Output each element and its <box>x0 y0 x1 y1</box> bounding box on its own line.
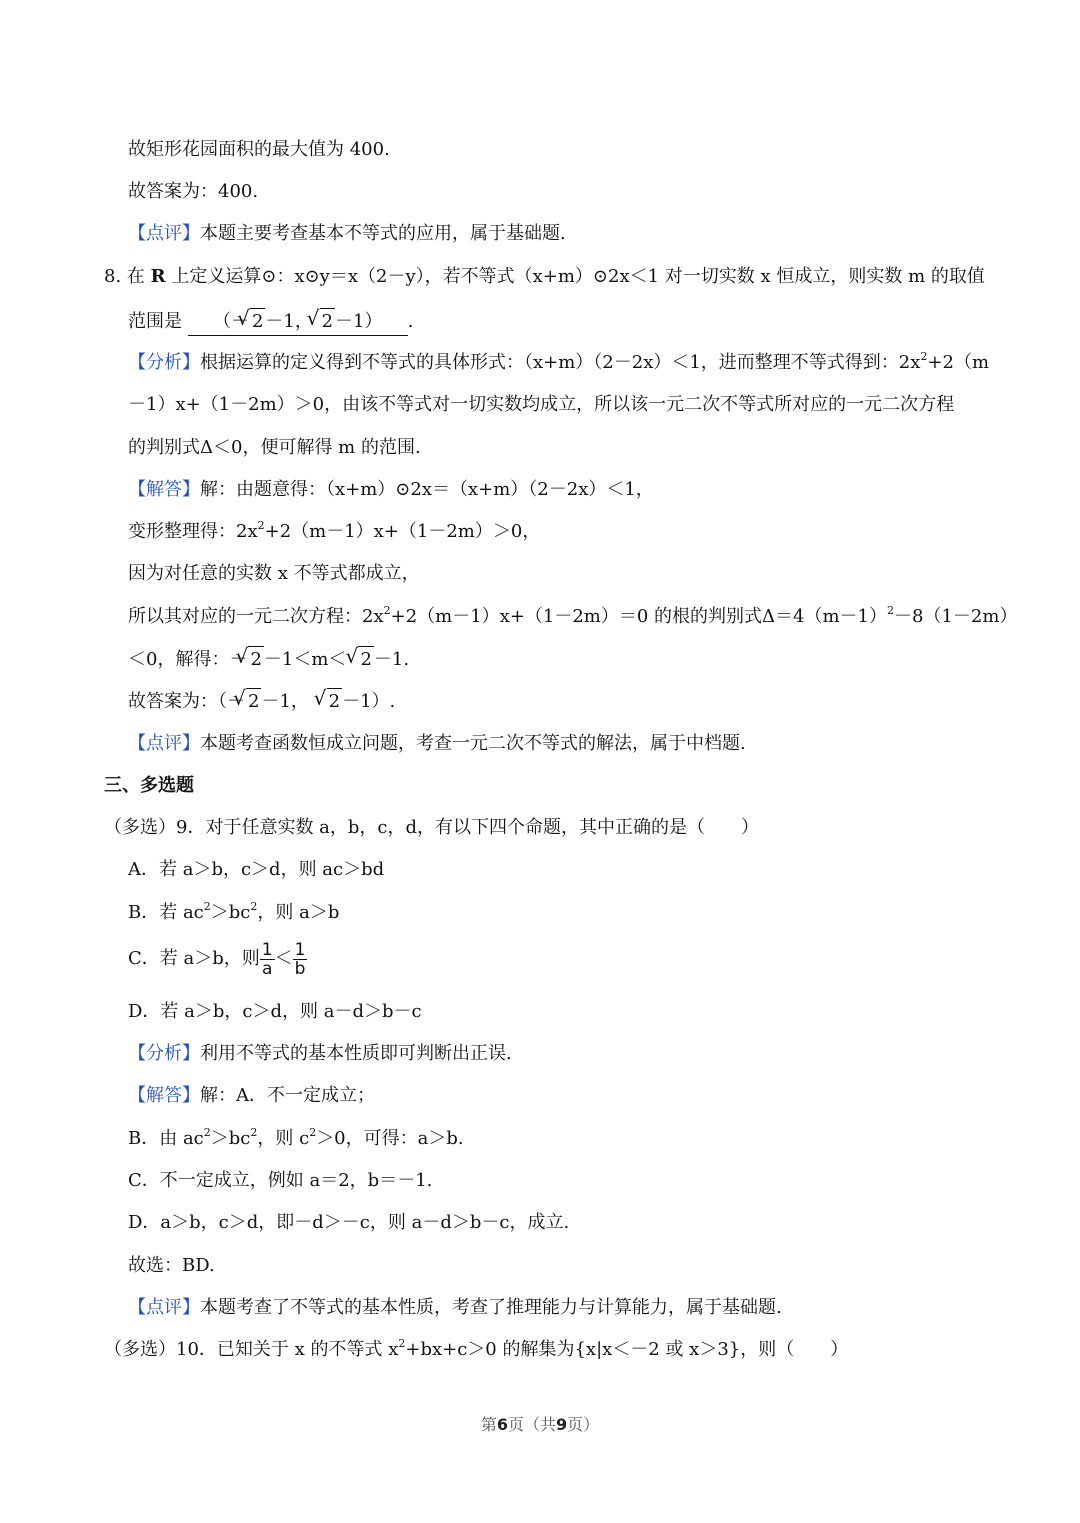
comment-tag: 【点评】 <box>128 1297 200 1318</box>
fraction: $\frac{1}{a}$ <box>261 939 273 979</box>
solution-line: 故选：BD. <box>128 1255 215 1276</box>
solution-line: 因为对任意的实数 x 不等式都成立， <box>128 563 420 584</box>
comment-line: 【点评】本题考查了不等式的基本性质，考查了推理能力与计算能力，属于基础题. <box>128 1297 782 1318</box>
question-8: 8. 在 R 上定义运算⊙：x⊙y＝x（2－y），若不等式（x+m）⊙2x＜1 对一切实数 x 恒成立，则实数 m 的取值 <box>104 266 985 287</box>
total-pages: 9 <box>556 1415 568 1434</box>
solution-line: 所以其对应的一元二次方程：$2x^2+2(m-1)x+(1-2m)=0$ 的根的判别式$\Delta=4(m-1)^2-8(1-2m)$ <box>128 604 1018 627</box>
solution-line: C．不一定成立，例如 a＝2，b＝－1. <box>128 1170 433 1191</box>
analysis-line: －1）x+（1－2m）＞0，由该不等式对一切实数均成立，所以该一元二次不等式所对应的一元二次方程 <box>128 394 955 415</box>
page-number: 6 <box>496 1415 508 1434</box>
solution-line: ＜0，解得：－√ 2 －1＜m＜√ 2 －1. <box>128 646 409 673</box>
page-footer: 第6页（共9页） <box>480 1415 600 1434</box>
option-a: A．若 a＞b，c＞d，则 ac＞bd <box>128 859 385 880</box>
analysis-line: 【分析】根据运算的定义得到不等式的具体形式：（x+m）（2－2x）＜1，进而整理不等式得到：$2x^2+2(m$ <box>128 350 990 373</box>
solution-line: B．由 $ac^2>bc^2$，则 $c^2>0$，可得：a＞b. <box>128 1126 464 1149</box>
solution-line: 【解答】解：A．不一定成立； <box>128 1085 375 1106</box>
analysis-line: 的判别式Δ＜0，便可解得 m 的范围. <box>128 437 421 458</box>
question-10: （多选）10．已知关于 x 的不等式 $x^2+bx+c>0$ 的解集为{x|x＜－2 或 x＞3}，则（ ） <box>104 1337 849 1360</box>
answer-blank: （－√ 2 －1， √ 2 －1） <box>188 308 408 336</box>
solution-tag: 【解答】 <box>128 479 200 500</box>
section-heading: 三、多选题 <box>104 775 194 796</box>
question-9: （多选）9．对于任意实数 a，b，c，d，有以下四个命题，其中正确的是（ ） <box>104 817 760 838</box>
analysis-line: 【分析】利用不等式的基本性质即可判断出正误. <box>128 1043 512 1064</box>
comment-line: 【点评】本题主要考查基本不等式的应用，属于基础题. <box>128 223 566 244</box>
fraction: $\frac{1}{b}$ <box>294 939 306 979</box>
solution-line: D．a＞b，c＞d，即－d＞－c，则 a－d＞b－c，成立. <box>128 1212 570 1233</box>
analysis-tag: 【分析】 <box>128 352 200 373</box>
solution-line: 故答案为：（－√ 2 －1， √ 2 －1）. <box>128 688 395 715</box>
option-c: C．若 a＞b，则 $\frac{1}{a}$ ＜ $\frac{1}{b}$ <box>128 939 306 979</box>
text-line: 故矩形花园面积的最大值为 400. <box>128 139 390 160</box>
comment-line: 【点评】本题考查函数恒成立问题，考查一元二次不等式的解法，属于中档题. <box>128 733 746 754</box>
question-8-answer: 范围是 （－√ 2 －1， √ 2 －1） . <box>128 308 413 336</box>
text-line: 故答案为：400. <box>128 181 259 202</box>
comment-tag: 【点评】 <box>128 733 200 754</box>
solution-tag: 【解答】 <box>128 1085 200 1106</box>
comment-tag: 【点评】 <box>128 223 200 244</box>
solution-line: 变形整理得：$2x^2+2(m-1)x+(1-2m)>0$， <box>128 519 541 542</box>
option-d: D．若 a＞b，c＞d，则 a－d＞b－c <box>128 1001 422 1022</box>
analysis-tag: 【分析】 <box>128 1043 200 1064</box>
option-b: B．若 $ac^2>bc^2$，则 a＞b <box>128 900 340 923</box>
solution-line: 【解答】解：由题意得：（x+m）⊙2x＝（x+m）（2－2x）＜1， <box>128 479 654 500</box>
